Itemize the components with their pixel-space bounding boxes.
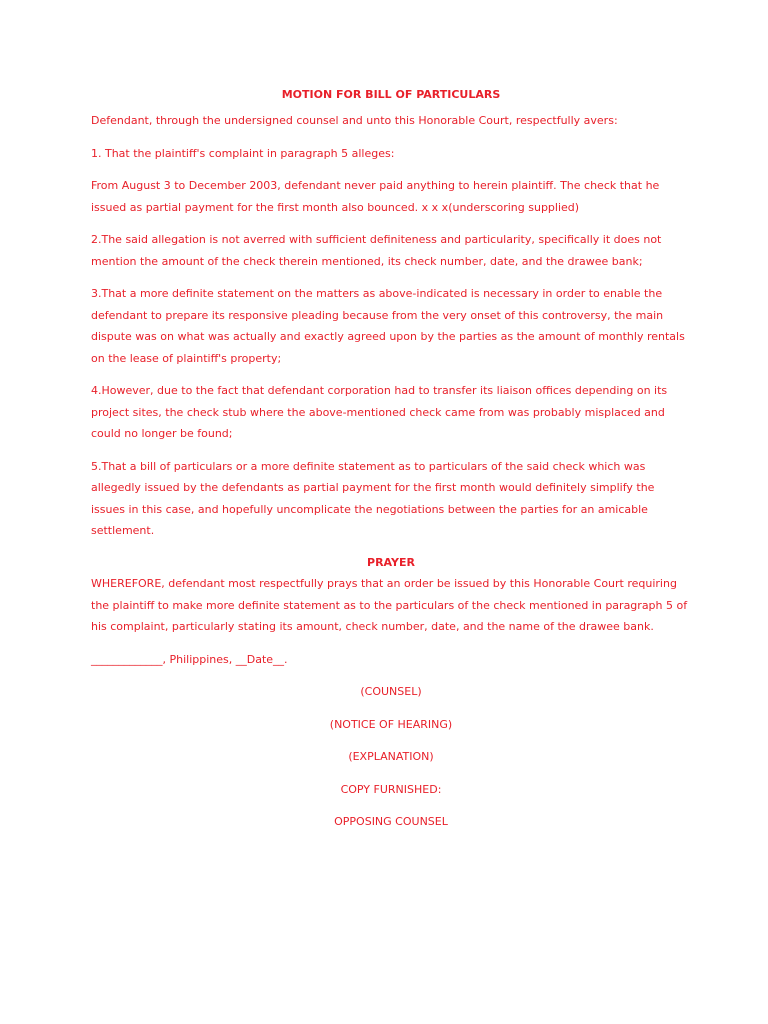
paragraph-3: 3.That a more definite statement on the matters as above-indicated is necessary in order to enable the defendant to prepare its responsive pleading because from the very onset of this controversy, the main dispute was on what was actually and exactly agreed upon by the parties as the amount of monthly rentals on the lease of plaintiff's property; xyxy=(91,287,685,365)
notice-of-hearing: (NOTICE OF HEARING) xyxy=(329,717,453,731)
intro-paragraph: Defendant, through the undersigned counsel and unto this Honorable Court, respectfully avers: xyxy=(91,114,618,127)
place-date-line: _____________, Philippines, __Date__. xyxy=(91,652,288,666)
document-title: MOTION FOR BILL OF PARTICULARS xyxy=(281,88,501,101)
copy-furnished-label: COPY FURNISHED: xyxy=(340,782,442,796)
explanation-line: (EXPLANATION) xyxy=(348,750,434,763)
counsel-line: (COUNSEL) xyxy=(360,685,422,698)
paragraph-5: 5.That a bill of particulars or a more definite statement as to particulars of the said check which was allegedly issued by the defendants as partial payment for the first month would definitely simplify the issues in this case, and hopefully uncomplicate the negotiations between the parties for an amicable settlement. xyxy=(91,459,655,537)
paragraph-2: 2.The said allegation is not averred with sufficient definiteness and particularity, specifically it does not mention the amount of the check therein mentioned, its check number, date, and the drawee bank; xyxy=(91,233,662,268)
prayer-heading: PRAYER xyxy=(367,555,415,569)
opposing-counsel-line: OPPOSING COUNSEL xyxy=(334,815,448,828)
quoted-allegation: From August 3 to December 2003, defendant never paid anything to herein plaintiff. The check that he issued as partial payment for the first month also bounced. x x x(underscoring supplied) xyxy=(91,179,660,214)
document-page xyxy=(91,80,691,833)
paragraph-4: 4.However, due to the fact that defendant corporation had to transfer its liaison offices depending on its project sites, the check stub where the above-mentioned check came from was probably misplaced and could no longer be found; xyxy=(91,384,668,440)
prayer-paragraph: WHEREFORE, defendant most respectfully prays that an order be issued by this Honorable Court requiring the plaintiff to make more definite statement as to the particulars of the check mentioned in paragraph 5 of his complaint, particularly stating its amount, check number, date, and the name of the drawee bank. xyxy=(91,577,688,633)
paragraph-1: 1. That the plaintiff's complaint in paragraph 5 alleges: xyxy=(91,146,395,160)
